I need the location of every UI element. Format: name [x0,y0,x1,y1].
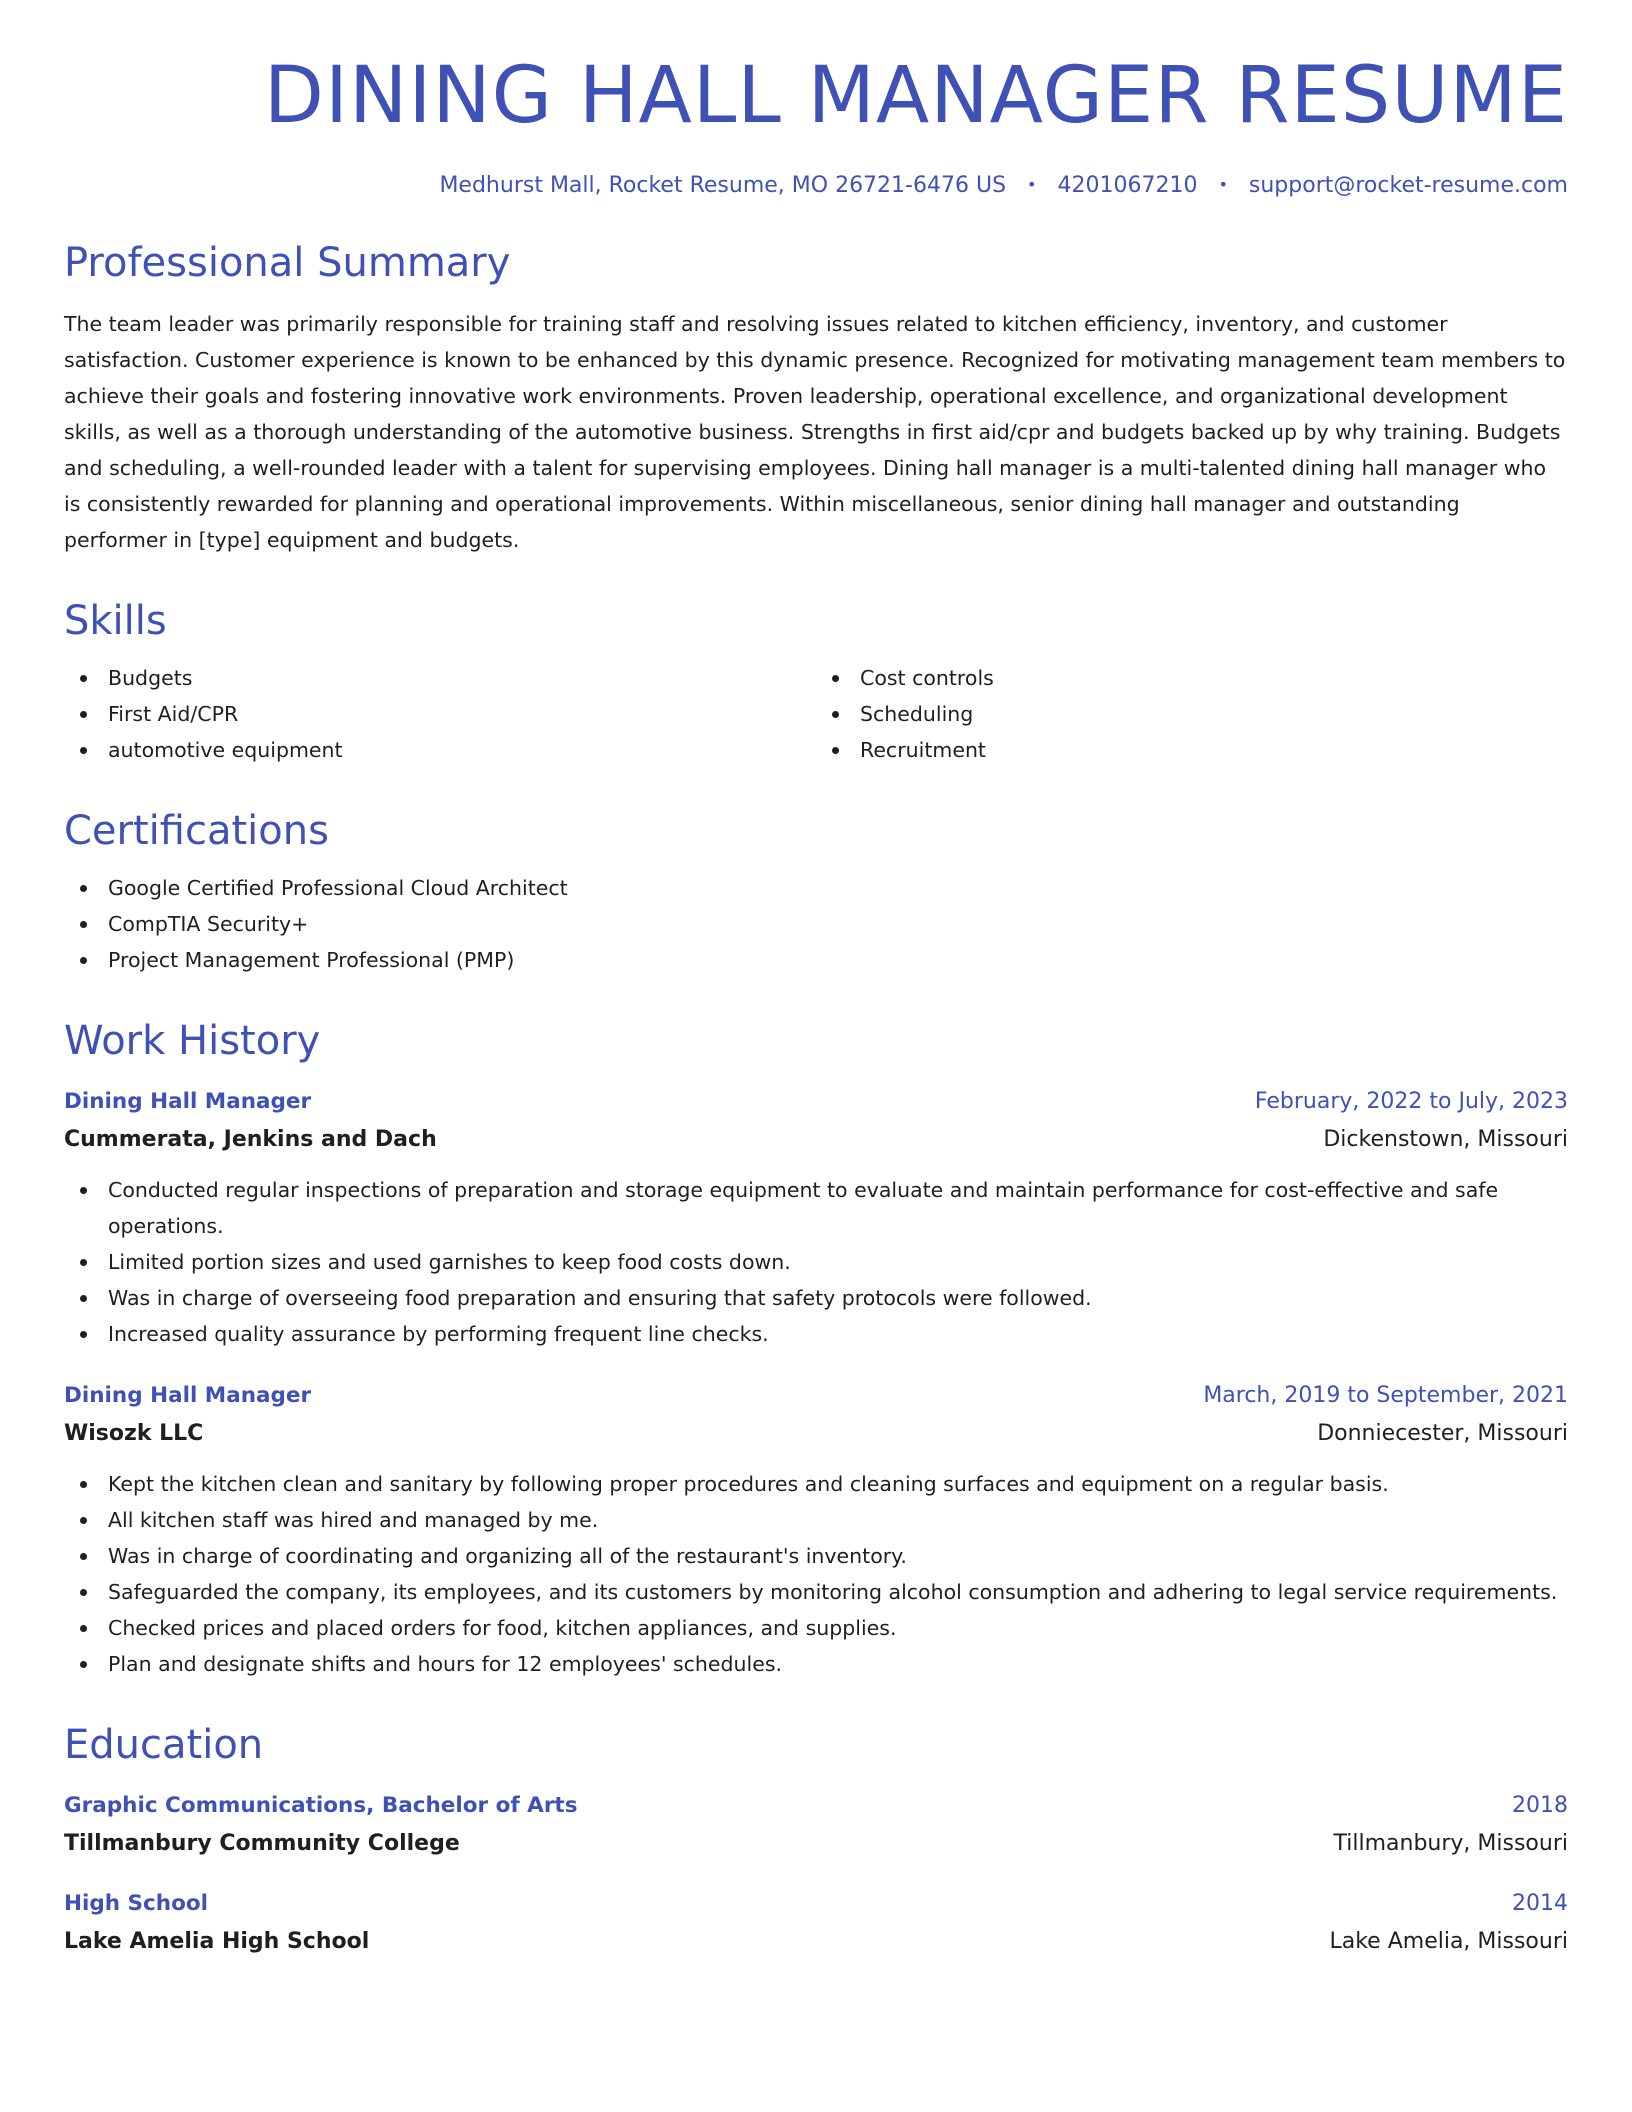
education-school-row [64,1922,1568,1962]
job-location: Dickenstown, Missouri [1323,1127,1568,1153]
education-degree: Graphic Communications, Bachelor of Arts [64,1793,578,1819]
skills-grid [64,660,1568,768]
education-heading: Education [64,1722,264,1769]
job-duty: Increased quality assurance by performing frequent line checks. [64,1316,1568,1352]
certification-item: Project Management Professional (PMP) [64,942,1568,978]
education-school: Lake Amelia High School [64,1929,370,1955]
skill-item: Cost controls [816,660,1568,696]
certifications-heading: Certifications [64,808,329,855]
contact-line [64,172,1568,201]
summary-heading: Professional Summary [64,240,511,287]
page-title: DINING HALL MANAGER RESUME [263,51,1568,141]
skill-item: Scheduling [816,696,1568,732]
contact-separator: • [1218,174,1228,194]
education-degree: High School [64,1891,208,1917]
job-duties-list [64,1172,1568,1352]
education-header-row [64,1886,1568,1922]
certification-item: Google Certified Professional Cloud Architect [64,870,1568,906]
job-location: Donniecester, Missouri [1317,1421,1568,1447]
education-section [64,1720,1568,1962]
job-duty: Plan and designate shifts and hours for 12 employees' schedules. [64,1646,1568,1682]
job-duties-list [64,1466,1568,1682]
job-dates: February, 2022 to July, 2023 [1254,1089,1568,1115]
job-duty: Was in charge of coordinating and organizing all of the restaurant's inventory. [64,1538,1568,1574]
job-duty: Checked prices and placed orders for food, kitchen appliances, and supplies. [64,1610,1568,1646]
job-duty: Limited portion sizes and used garnishes to keep food costs down. [64,1244,1568,1280]
job-duty: Kept the kitchen clean and sanitary by following proper procedures and cleaning surfaces and equipment on a regular basis. [64,1466,1568,1502]
job-header-row [64,1084,1568,1120]
job-title: Dining Hall Manager [64,1383,312,1409]
education-entry [64,1788,1568,1864]
job-entry [64,1084,1568,1352]
job-duty: Safeguarded the company, its employees, and its customers by monitoring alcohol consumption and adhering to legal service requirements. [64,1574,1568,1610]
education-location: Tillmanbury, Missouri [1333,1831,1568,1857]
job-company-row [64,1414,1568,1454]
certifications-list [64,870,1568,978]
education-school: Tillmanbury Community College [64,1831,460,1857]
certifications-section [64,806,1568,978]
summary-section [64,238,1568,558]
education-school-row [64,1824,1568,1864]
skill-item: Recruitment [816,732,1568,768]
job-company: Wisozk LLC [64,1421,204,1447]
contact-email[interactable]: support@rocket-resume.com [1248,172,1568,198]
job-company-row [64,1120,1568,1160]
job-entry [64,1378,1568,1682]
summary-text: The team leader was primarily responsible for training staff and resolving issues related to kitchen efficiency, inventory, and customer satisfaction. Customer experience is known to be enhanced by this dynamic presence. Recognized for motivating management team members to achieve their goals and fostering innovative work environments. Proven leadership, operational excellence, and organizational development skills, as well as a thorough understanding of the automotive business. Strengths in first aid/cpr and budgets backed up by why training. Budgets and scheduling, a well-rounded leader with a talent for supervising employees. Dining hall manager is a multi-talented dining hall manager who is consistently rewarded for planning and operational improvements. Within miscellaneous, senior dining hall manager and outstanding performer in [type] equipment and budgets. [64,312,1566,553]
work-history-section [64,1016,1568,1682]
contact-phone: 4201067210 [1057,172,1198,198]
contact-separator: • [1027,174,1037,194]
certification-item: CompTIA Security+ [64,906,1568,942]
resume-header [64,50,1568,200]
job-title: Dining Hall Manager [64,1089,312,1115]
education-location: Lake Amelia, Missouri [1329,1929,1568,1955]
skill-item: First Aid/CPR [64,696,816,732]
job-duty: Conducted regular inspections of preparation and storage equipment to evaluate and maintain performance for cost-effective and safe operations. [64,1172,1568,1244]
job-dates: March, 2019 to September, 2021 [1203,1383,1568,1409]
skills-section [64,596,1568,768]
education-year: 2014 [1512,1891,1568,1917]
job-header-row [64,1378,1568,1414]
job-duty: All kitchen staff was hired and managed by me. [64,1502,1568,1538]
skill-item: automotive equipment [64,732,816,768]
education-year: 2018 [1512,1793,1568,1819]
education-header-row [64,1788,1568,1824]
contact-address: Medhurst Mall, Rocket Resume, MO 26721-6476 US [439,172,1007,198]
skills-left-list [64,660,816,768]
job-company: Cummerata, Jenkins and Dach [64,1127,437,1153]
work-history-heading: Work History [64,1018,321,1065]
skill-item: Budgets [64,660,816,696]
job-duty: Was in charge of overseeing food preparation and ensuring that safety protocols were followed. [64,1280,1568,1316]
skills-right-list [816,660,1568,768]
education-entry [64,1886,1568,1962]
skills-heading: Skills [64,598,167,645]
